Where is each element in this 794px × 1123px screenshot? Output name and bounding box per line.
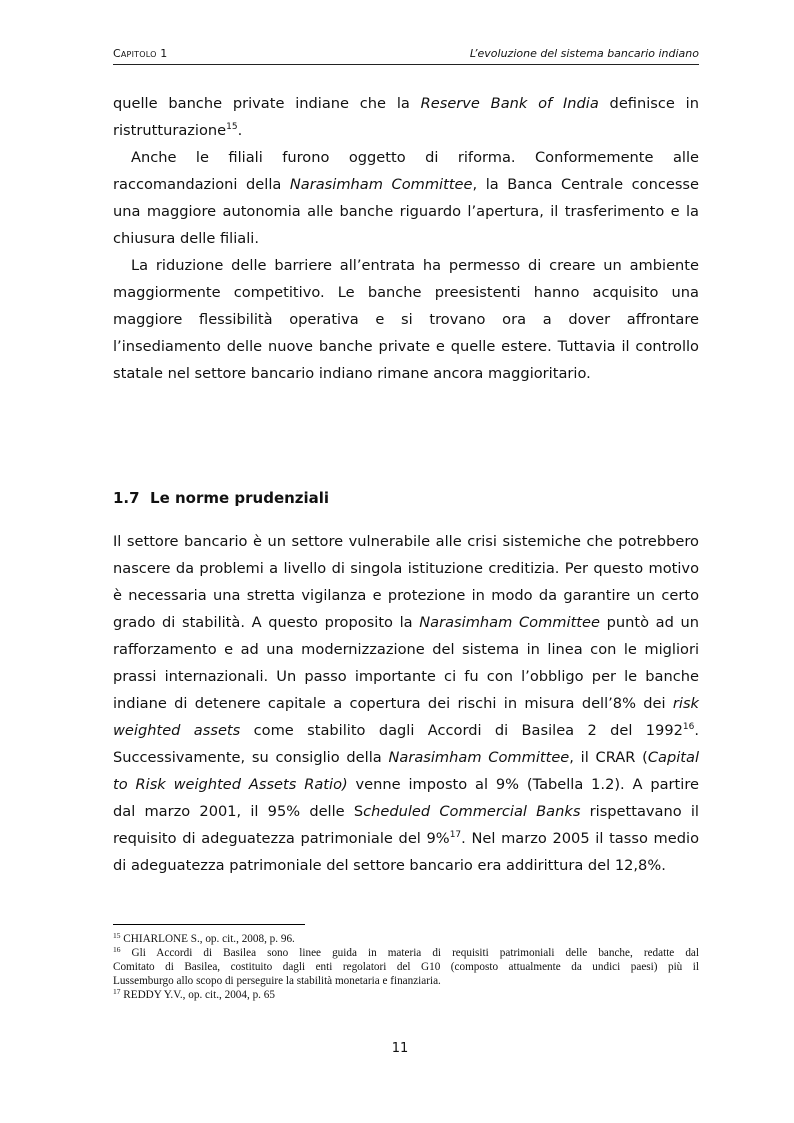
- paragraph-line: nascere da problemi a livello di singola istituzione creditizia. Per questo motivo: [113, 560, 699, 577]
- footnote-16-line: Comitato di Basilea, costituito dagli enti regolatori del G10 (composto attualmente da undici paesi) più il: [113, 961, 699, 973]
- paragraph-line: Il settore bancario è un settore vulnerabile alle crisi sistemiche che potrebbero: [113, 533, 699, 550]
- paragraph-line: chiusura delle filiali.: [113, 230, 259, 247]
- paragraph-line: weighted assets come stabilito dagli Accordi di Basilea 2 del 1992$^{16}$.: [113, 722, 700, 739]
- paragraph-line: La riduzione delle barriere all’entrata ha permesso di creare un ambiente: [131, 257, 699, 274]
- footnote-ref: 16: [682, 722, 695, 732]
- footnote-17: $^{17}$ REDDY Y.V., op. cit., 2004, p. 65: [113, 987, 275, 1001]
- paragraph-line: Anche le filiali furono oggetto di riforma. Conformemente alle: [131, 149, 699, 166]
- running-header: [113, 46, 699, 65]
- section-heading: [113, 488, 329, 508]
- chapter-label: Capitolo 1: [113, 47, 168, 60]
- footnote-15: $^{15}$ CHIARLONE S., op. cit., 2008, p. 96.: [113, 931, 295, 945]
- paragraph-line: l’insediamento delle nuove banche private e quelle estere. Tuttavia il controllo: [113, 338, 699, 355]
- section-number: 1.7: [113, 489, 140, 507]
- paragraph-line: quelle banche private indiane che la Reserve Bank of India definisce in: [113, 95, 699, 112]
- footnote-16: $^{16}$ Gli Accordi di Basilea sono linee guida in materia di requisiti patrimoniali delle banche, redatte dal: [113, 945, 699, 959]
- paragraph-line: è necessaria una stretta vigilanza e protezione in modo da garantire un certo: [113, 587, 699, 604]
- paragraph-line: maggiormente competitivo. Le banche preesistenti hanno acquisito una: [113, 284, 699, 301]
- chapter-title: L’evoluzione del sistema bancario indiano: [469, 47, 699, 60]
- footnote-ref: 17: [449, 830, 462, 840]
- page-number: 11: [391, 1041, 409, 1056]
- paragraph-line: Successivamente, su consiglio della Narasimham Committee, il CRAR (Capital: [113, 749, 699, 766]
- footnote-ref: 15: [226, 122, 238, 132]
- footnote-separator: [113, 924, 305, 925]
- paragraph-line: ristrutturazione$^{15}$.: [113, 122, 243, 139]
- paragraph-line: to Risk weighted Assets Ratio) venne imposto al 9% (Tabella 1.2). A partire: [113, 776, 699, 793]
- paragraph-line: statale nel settore bancario indiano rimane ancora maggioritario.: [113, 365, 591, 382]
- paragraph-line: grado di stabilità. A questo proposito la Narasimham Committee puntò ad un: [113, 614, 699, 631]
- paragraph-line: una maggiore autonomia alle banche riguardo l’apertura, il trasferimento e la: [113, 203, 699, 220]
- paragraph-line: raccomandazioni della Narasimham Committee, la Banca Centrale concesse: [113, 176, 700, 193]
- paragraph-line: dal marzo 2001, il 95% delle Scheduled Commercial Banks rispettavano il: [113, 803, 699, 820]
- paragraph-line: rafforzamento e ad una modernizzazione del sistema in linea con le migliori: [113, 641, 699, 658]
- footnote-16-line: Lussemburgo allo scopo di perseguire la stabilità monetaria e finanziaria.: [113, 975, 441, 987]
- paragraph-line: maggiore flessibilità operativa e si trovano ora a dover affrontare: [113, 311, 699, 328]
- paragraph-line: prassi internazionali. Un passo importante ci fu con l’obbligo per le banche: [113, 668, 699, 685]
- paragraph-line: indiane di detenere capitale a copertura dei rischi in misura dell’8% dei risk: [113, 695, 699, 712]
- paragraph-line: requisito di adeguatezza patrimoniale del 9%$^{17}$. Nel marzo 2005 il tasso medio: [113, 830, 699, 847]
- section-title: Le norme prudenziali: [150, 489, 330, 507]
- paragraph-line: di adeguatezza patrimoniale del settore bancario era addirittura del 12,8%.: [113, 857, 666, 874]
